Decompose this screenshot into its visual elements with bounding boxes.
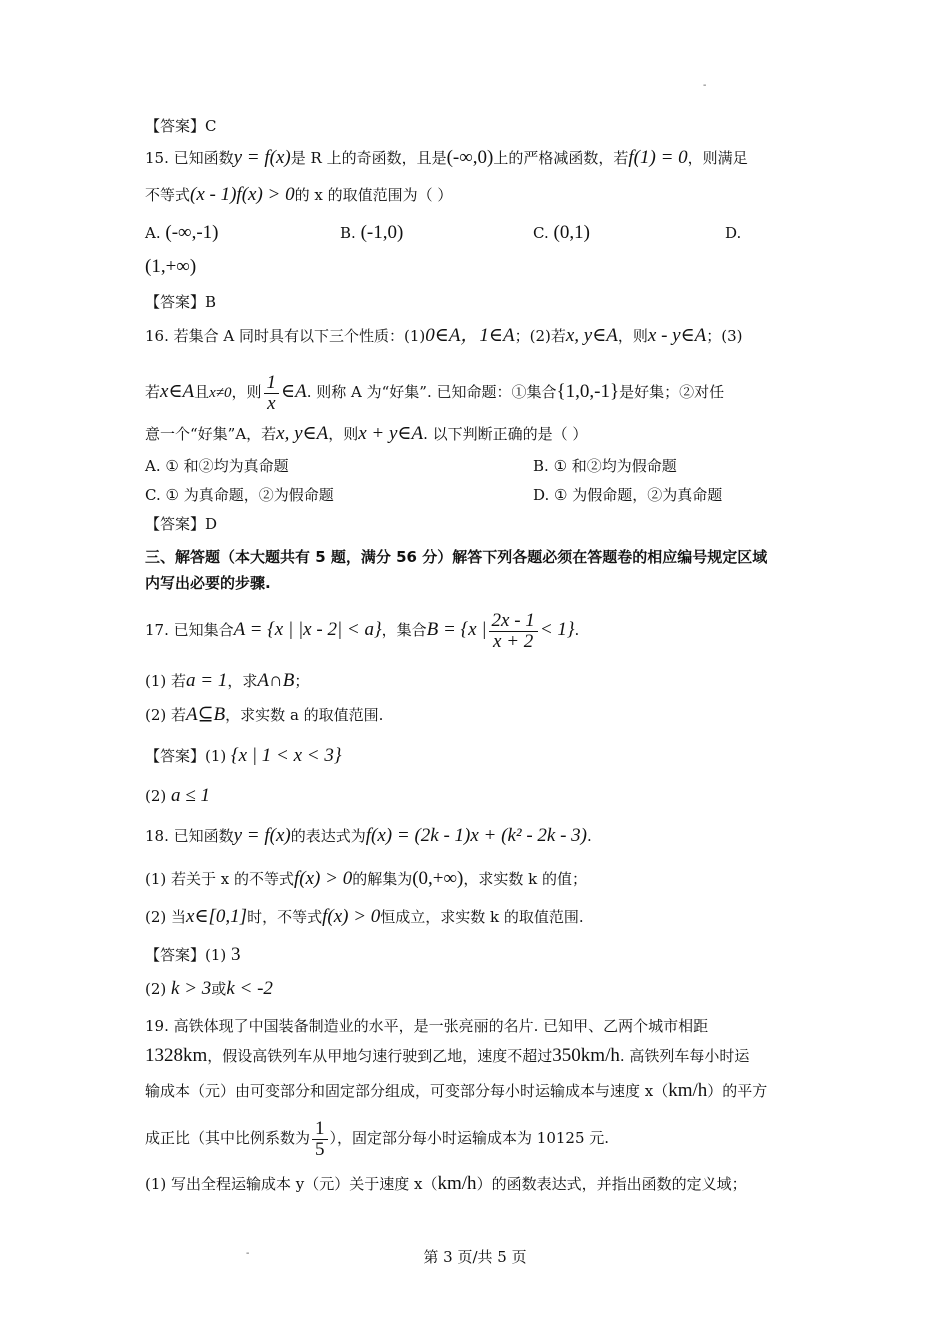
page-footer: 第 3 页/共 5 页 xyxy=(423,1248,527,1266)
q17-statement: 17. 已知集合A = {x | |x - 2| < a}，集合B = {x | $\frac{2x - 1}{x + 2}$ < 1}. xyxy=(145,609,580,652)
q19-line4: 成正比（其中比例系数为 $\frac{1}{5}$ ），固定部分每小时运输成本为 10125 元. xyxy=(145,1117,610,1160)
q18-answer-2: (2) k > 3或k < -2 xyxy=(145,978,273,999)
q18-part1: (1) 若关于 x 的不等式f(x) > 0的解集为(0,+∞)，求实数 k 的值； xyxy=(145,868,588,889)
q16-option-a: A. ① 和②均为真命题 xyxy=(145,457,289,475)
q14-answer: 【答案】C xyxy=(145,117,217,135)
q17-fraction: $\frac{2x - 1}{x + 2}$ xyxy=(489,611,538,652)
section3-heading-line2: 内写出必要的步骤. xyxy=(145,574,271,592)
q17-answer-2: (2) a ≤ 1 xyxy=(145,785,210,806)
q17-part2: (2) 若A⊆B，求实数 a 的取值范围. xyxy=(145,704,384,725)
corner-mark: - xyxy=(703,80,707,91)
q15-option-c: C. (0,1) xyxy=(533,222,590,243)
q16-option-b: B. ① 和②均为假命题 xyxy=(533,457,677,475)
q15-line1: 15. 已知函数y = f(x)是 R 上的奇函数，且是(-∞,0)上的严格减函数，若f(1) = 0，则满足 xyxy=(145,147,748,168)
q16-fraction: $\frac{1}{x}$ xyxy=(264,373,280,414)
footer-mark: - xyxy=(246,1248,250,1259)
q16-line3: 意一个“好集”A，若x, y∈A，则x + y∈A. 以下判断正确的是（ ） xyxy=(145,423,588,444)
q15-line2: 不等式(x - 1)f(x) > 0的 x 的取值范围为（ ） xyxy=(145,184,453,205)
q16-line1: 16. 若集合 A 同时具有以下三个性质：(1)0∈A，1∈A；(2)若x, y∈A，则x - y∈A；(3) xyxy=(145,325,743,346)
q15-option-d-label: D. xyxy=(725,224,742,242)
q16-option-d: D. ① 为假命题，②为真命题 xyxy=(533,486,723,504)
q16-option-c: C. ① 为真命题，②为假命题 xyxy=(145,486,334,504)
q15-option-b: B. (-1,0) xyxy=(340,222,404,243)
q19-part1: (1) 写出全程运输成本 y（元）关于速度 x（km/h）的函数表达式，并指出函数的定义域； xyxy=(145,1173,747,1194)
section3-heading-line1: 三、解答题（本大题共有 5 题，满分 56 分）解答下列各题必须在答题卷的相应编号规定区域 xyxy=(145,548,768,566)
q19-line1: 19. 高铁体现了中国装备制造业的水平，是一张亮丽的名片. 已知甲、乙两个城市相距 xyxy=(145,1017,709,1035)
q18-part2: (2) 当x∈[0,1]时，不等式f(x) > 0恒成立，求实数 k 的取值范围. xyxy=(145,906,584,927)
q16-answer: 【答案】D xyxy=(145,515,218,533)
q15-option-a: A. (-∞,-1) xyxy=(145,222,219,243)
q18-statement: 18. 已知函数y = f(x)的表达式为f(x) = (2k - 1)x + (k² - 2k - 3). xyxy=(145,825,592,846)
q17-answer-1: 【答案】(1) {x | 1 < x < 3} xyxy=(145,745,342,766)
q19-line3: 输成本（元）由可变部分和固定部分组成，可变部分每小时运输成本与速度 x（km/h）的平方 xyxy=(145,1080,768,1101)
q15-option-d-value: (1,+∞) xyxy=(145,256,197,277)
q19-line2: 1328km，假设高铁列车从甲地匀速行驶到乙地，速度不超过350km/h. 高铁列车每小时运 xyxy=(145,1045,750,1066)
q15-answer: 【答案】B xyxy=(145,293,217,311)
q17-part1: (1) 若a = 1，求A∩B； xyxy=(145,670,310,691)
q16-line2: 若x∈A且x≠0，则 $\frac{1}{x}$ ∈A. 则称 A 为“好集”. 已知命题：①集合{1,0,-1}是好集；②对任 xyxy=(145,371,725,414)
q19-fraction: $\frac{1}{5}$ xyxy=(312,1119,328,1160)
q18-answer-1: 【答案】(1) 3 xyxy=(145,944,241,965)
